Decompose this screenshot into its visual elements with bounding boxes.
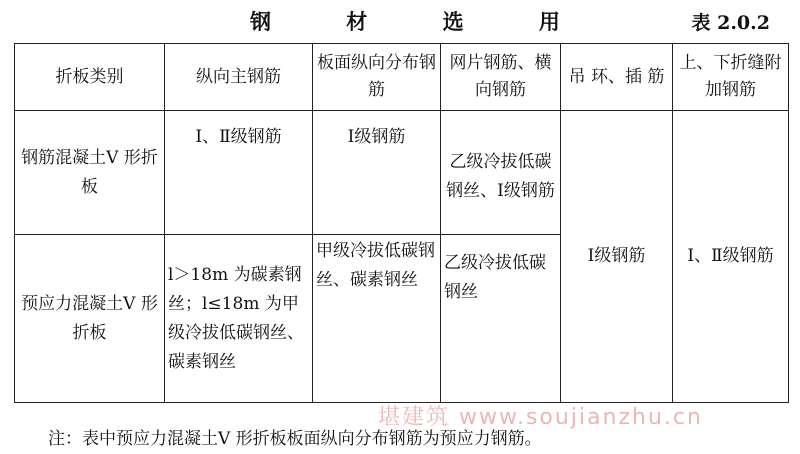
category-rc-v-slab: 钢筋混凝土V 形折板 <box>15 111 165 235</box>
table-title: 钢 材 选 用 <box>250 9 594 34</box>
watermark: 堪建筑 www.soujianzhu.cn <box>378 405 703 430</box>
cell-mesh-rebar: 乙级冷拔低碳钢丝 <box>441 235 561 403</box>
cell-hanging-ring: Ⅰ级钢筋 <box>561 111 673 403</box>
category-prestressed-v-slab: 预应力混凝土V 形折板 <box>15 235 165 403</box>
table-title-bar <box>0 6 800 36</box>
cell-main-rebar: Ⅰ、Ⅱ级钢筋 <box>165 111 313 235</box>
steel-selection-table <box>14 43 789 403</box>
cell-distribution-rebar: 甲级冷拔低碳钢丝、碳素钢丝 <box>313 235 441 403</box>
cell-fold-rebar: Ⅰ、Ⅱ级钢筋 <box>673 111 789 403</box>
header-distribution-rebar: 板面纵向分布钢筋 <box>313 44 441 111</box>
table-row <box>15 111 789 235</box>
cell-mesh-rebar: 乙级冷拔低碳钢丝、Ⅰ级钢筋 <box>441 111 561 235</box>
table-number: 表 2.0.2 <box>691 12 770 34</box>
header-category: 折板类别 <box>15 44 165 111</box>
header-mesh-rebar: 网片钢筋、横向钢筋 <box>441 44 561 111</box>
cell-main-rebar: l＞18m 为碳素钢丝；l≤18m 为甲级冷拔低碳钢丝、碳素钢丝 <box>165 235 313 403</box>
header-hanging-ring: 吊 环、插 筋 <box>561 44 673 111</box>
header-fold-rebar: 上、下折缝附加钢筋 <box>673 44 789 111</box>
cell-distribution-rebar: Ⅰ级钢筋 <box>313 111 441 235</box>
header-main-rebar: 纵向主钢筋 <box>165 44 313 111</box>
table-note: 注：表中预应力混凝土V 形折板板面纵向分布钢筋为预应力钢筋。 <box>48 429 542 449</box>
table-header-row <box>15 44 789 111</box>
